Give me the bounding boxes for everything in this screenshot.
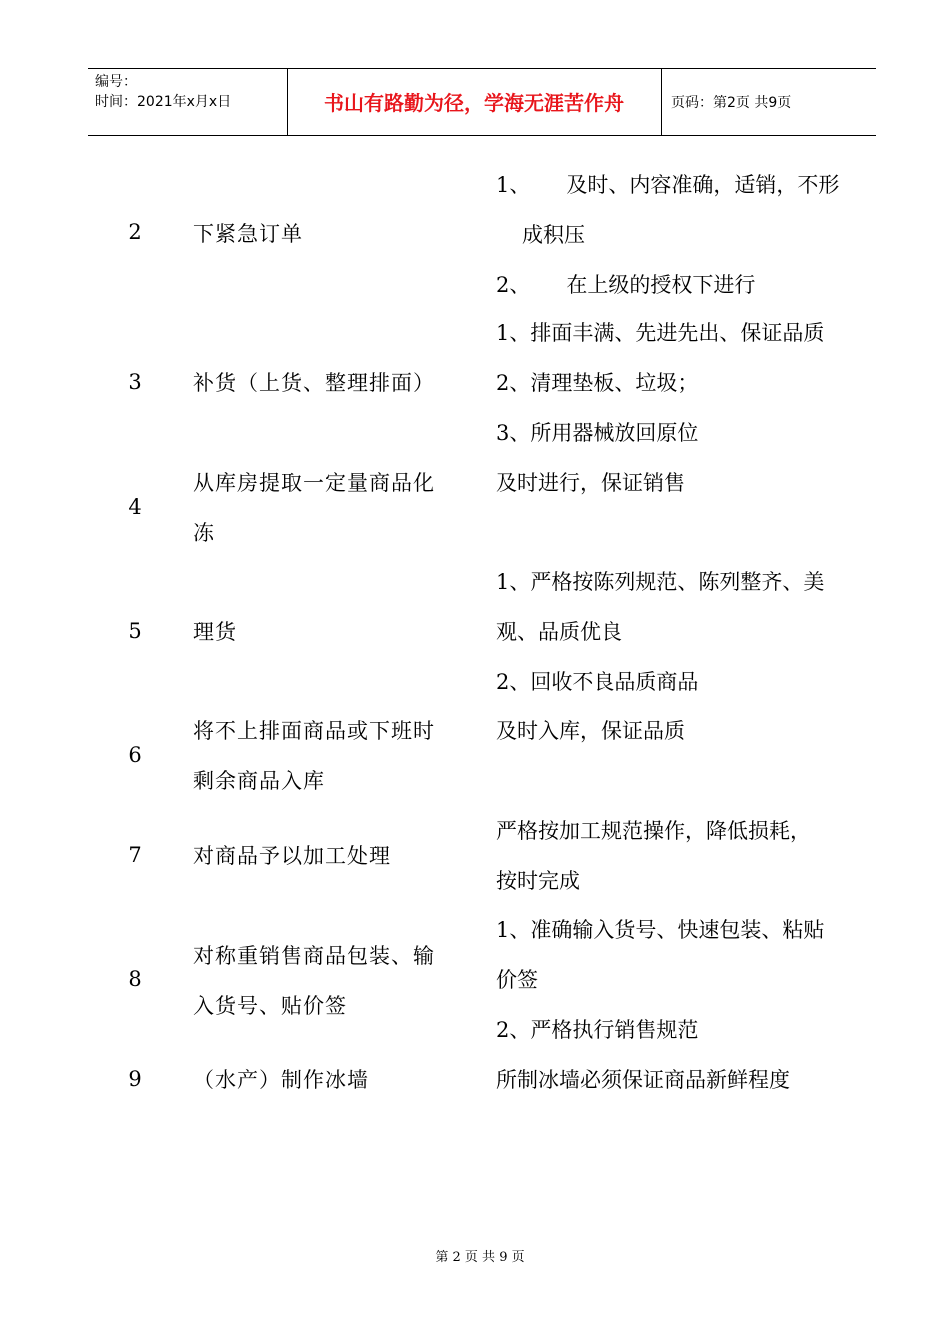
header-divider [661, 68, 662, 135]
requirement-line: 3、所用器械放回原位 [496, 421, 699, 445]
requirement-line: 观、品质优良 [496, 620, 622, 644]
row-task: （水产）制作冰墙 [193, 1068, 369, 1092]
row-requirements [496, 806, 881, 906]
row-task: 理货 [193, 620, 237, 644]
header-motto: 书山有路勤为径，学海无涯苦作舟 [324, 91, 624, 115]
serial-label: 编号： [95, 74, 137, 90]
row-number: 6 [128, 743, 142, 767]
row-requirements [496, 557, 881, 707]
row-number: 8 [128, 967, 142, 991]
row-requirements [496, 1055, 881, 1105]
row-number: 4 [128, 495, 142, 519]
row-number: 9 [128, 1067, 142, 1091]
row-task: 对称重销售商品包装、输 入货号、贴价签 [193, 944, 435, 1018]
requirement-line: 严格按加工规范操作，降低损耗， [496, 819, 811, 843]
row-requirements [496, 905, 881, 1055]
requirement-line: 1、 及时、内容准确，适销，不形 [496, 173, 840, 197]
requirement-line: 及时进行，保证销售 [496, 471, 685, 495]
row-task: 对商品予以加工处理 [193, 844, 391, 868]
header-page-info: 页码：第2页 共9页 [671, 95, 792, 111]
row-task: 补货（上货、整理排面） [193, 371, 435, 395]
requirement-line: 1、准确输入货号、快速包装、粘贴 [496, 918, 825, 942]
requirement-line: 及时入库，保证品质 [496, 719, 685, 743]
requirement-line: 1、排面丰满、先进先出、保证品质 [496, 321, 825, 345]
row-number: 2 [128, 220, 142, 244]
requirement-line: 按时完成 [496, 869, 580, 893]
row-task: 从库房提取一定量商品化 冻 [193, 471, 435, 545]
header-bottom-rule [88, 135, 876, 136]
row-number: 5 [128, 619, 142, 643]
header-meta [95, 72, 231, 112]
page-header [88, 68, 876, 135]
requirement-line: 2、 在上级的授权下进行 [496, 273, 756, 297]
requirement-line: 2、严格执行销售规范 [496, 1018, 699, 1042]
page-footer: 第 2 页 共 9 页 [435, 1250, 525, 1265]
row-requirements [496, 308, 881, 458]
requirement-line: 2、清理垫板、垃圾； [496, 371, 699, 395]
requirement-line: 1、严格按陈列规范、陈列整齐、美 [496, 570, 825, 594]
row-requirements [496, 706, 881, 756]
requirement-line: 价签 [496, 968, 538, 992]
row-requirements [496, 458, 881, 508]
row-requirements [496, 160, 881, 310]
row-number: 3 [128, 370, 142, 394]
time-label: 时间：2021年x月x日 [95, 94, 232, 110]
row-number: 7 [128, 843, 142, 867]
requirement-line: 所制冰墙必须保证商品新鲜程度 [496, 1068, 790, 1092]
row-task: 下紧急订单 [193, 222, 303, 246]
requirement-line: 2、回收不良品质商品 [496, 670, 699, 694]
row-task: 将不上排面商品或下班时 剩余商品入库 [193, 719, 435, 793]
requirement-line: 成积压 [522, 223, 585, 247]
